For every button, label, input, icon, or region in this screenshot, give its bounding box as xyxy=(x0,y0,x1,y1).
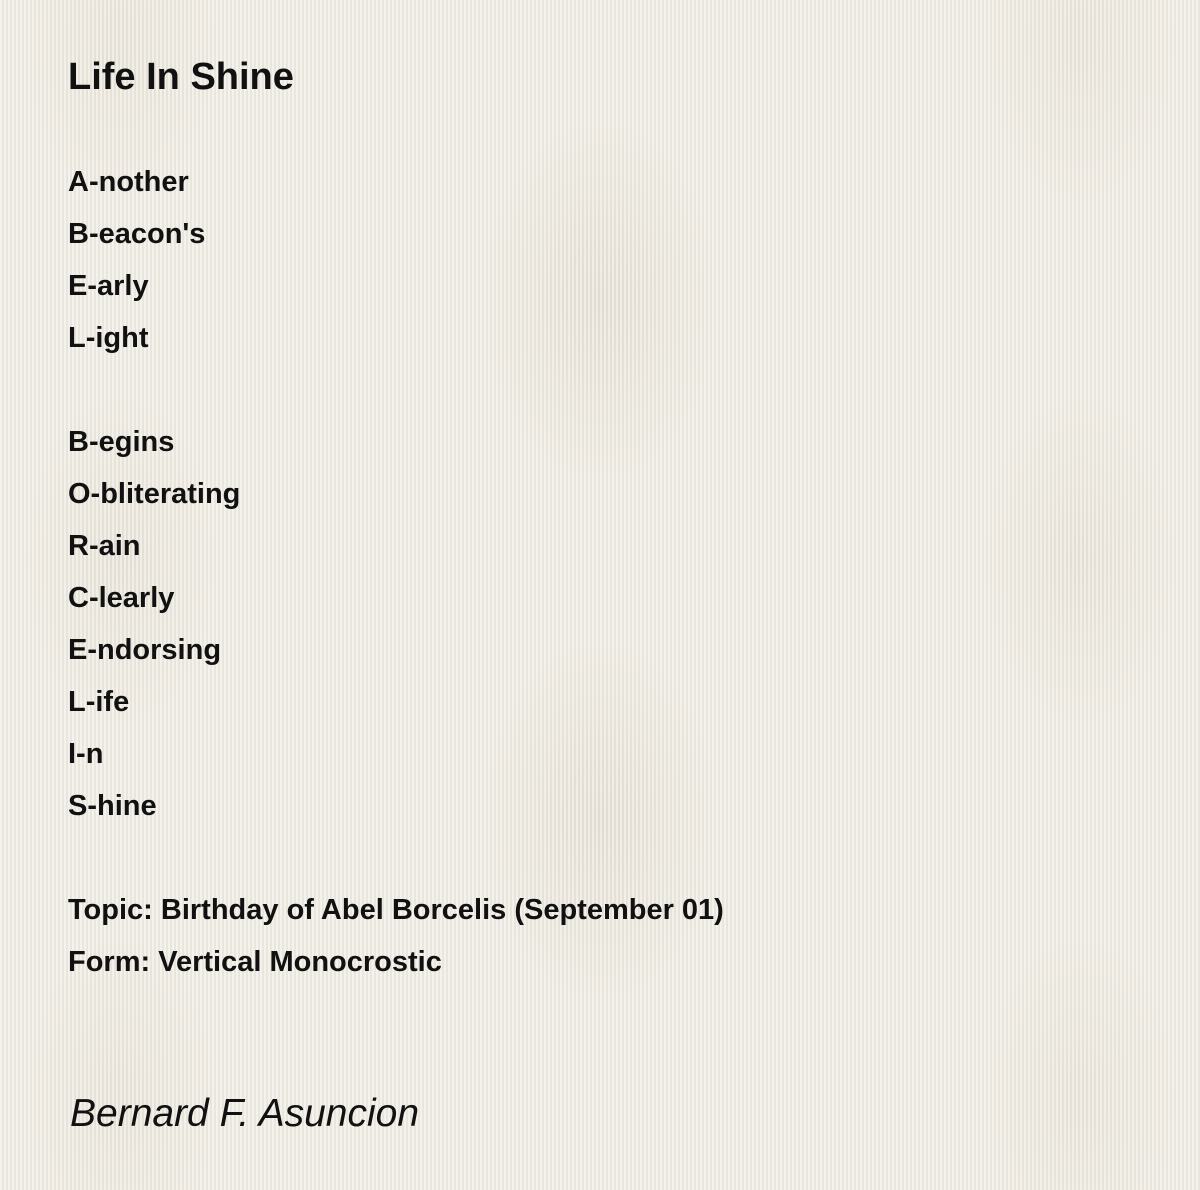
poem-meta xyxy=(68,884,1128,988)
poem-line: O-bliterating xyxy=(68,478,241,510)
poem-line: E-ndorsing xyxy=(68,634,222,666)
poem-line: B-egins xyxy=(68,426,175,458)
poem-line: R-ain xyxy=(68,530,141,562)
poem-line: B-eacon's xyxy=(68,218,206,250)
poem-topic: Topic: Birthday of Abel Borcelis (September 01) xyxy=(68,894,724,926)
stanza-2 xyxy=(68,416,1128,832)
poem-line: I-n xyxy=(68,738,104,770)
stanza-1 xyxy=(68,156,1128,364)
poem-title: Life In Shine xyxy=(68,56,294,98)
poem-line: S-hine xyxy=(68,790,157,822)
poem-line: C-learly xyxy=(68,582,175,614)
poem-line: A-nother xyxy=(68,166,189,198)
poem-body xyxy=(68,156,1128,1040)
poem-form: Form: Vertical Monocrostic xyxy=(68,946,442,978)
author-name: Bernard F. Asuncion xyxy=(70,1092,420,1135)
poem-line: E-arly xyxy=(68,270,149,302)
poem-line: L-ight xyxy=(68,322,149,354)
poem-line: L-ife xyxy=(68,686,130,718)
